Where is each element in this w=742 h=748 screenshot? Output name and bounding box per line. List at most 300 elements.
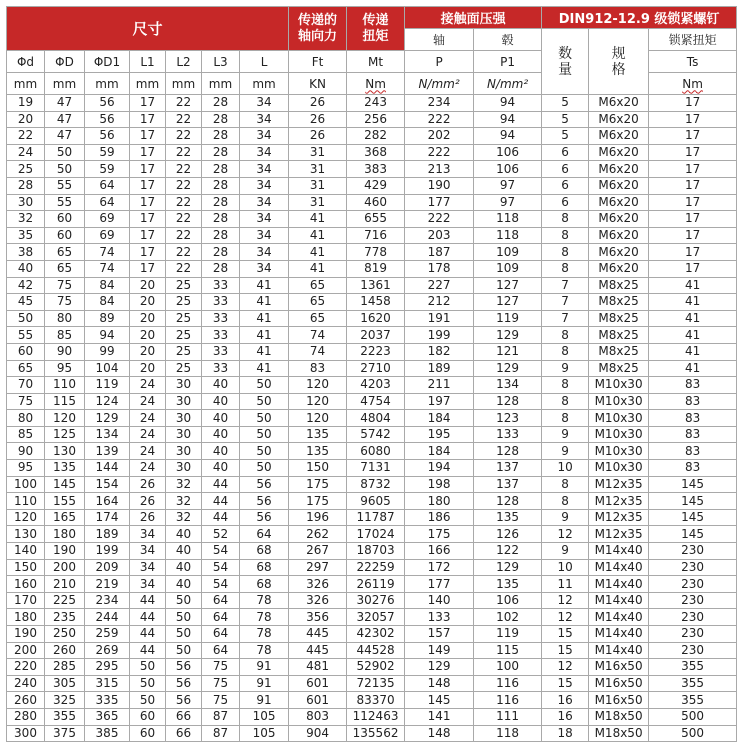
table-cell: 50: [166, 592, 202, 609]
table-cell: 25: [7, 161, 45, 178]
table-cell: 129: [85, 410, 130, 427]
table-cell: 30: [166, 426, 202, 443]
table-cell: 429: [347, 177, 405, 194]
table-cell: 54: [202, 543, 240, 560]
table-cell: 1620: [347, 310, 405, 327]
table-row: [7, 476, 737, 493]
table-cell: 356: [289, 609, 347, 626]
table-cell: 180: [7, 609, 45, 626]
table-cell: 7: [542, 310, 589, 327]
table-cell: 16: [542, 708, 589, 725]
table-cell: 31: [289, 161, 347, 178]
table-cell: 100: [7, 476, 45, 493]
table-cell: 145: [649, 493, 737, 510]
table-cell: 41: [649, 327, 737, 344]
table-cell: 64: [85, 177, 130, 194]
table-cell: 83: [289, 360, 347, 377]
table-cell: M10x30: [589, 460, 649, 477]
table-cell: 326: [289, 592, 347, 609]
table-cell: 19: [7, 95, 45, 112]
table-cell: 56: [85, 128, 130, 145]
table-cell: 904: [289, 725, 347, 742]
table-cell: 56: [166, 659, 202, 676]
table-cell: 150: [289, 460, 347, 477]
table-cell: 112463: [347, 708, 405, 725]
hub-header: 毂: [474, 29, 542, 51]
table-cell: 129: [474, 559, 542, 576]
table-cell: 44528: [347, 642, 405, 659]
table-cell: 9: [542, 509, 589, 526]
table-row: [7, 244, 737, 261]
table-cell: M14x40: [589, 543, 649, 560]
table-cell: 260: [7, 692, 45, 709]
table-cell: 50: [240, 393, 289, 410]
table-cell: 20: [130, 343, 166, 360]
table-cell: M14x40: [589, 626, 649, 643]
table-cell: 211: [405, 377, 474, 394]
table-cell: 34: [240, 128, 289, 145]
table-cell: 134: [474, 377, 542, 394]
table-cell: 127: [474, 277, 542, 294]
table-cell: 126: [474, 526, 542, 543]
table-cell: M8x25: [589, 360, 649, 377]
table-cell: 22: [166, 144, 202, 161]
table-cell: 141: [405, 708, 474, 725]
table-cell: 198: [405, 476, 474, 493]
table-cell: 31: [289, 144, 347, 161]
table-cell: 80: [7, 410, 45, 427]
table-cell: 17: [649, 227, 737, 244]
table-cell: 135: [45, 460, 85, 477]
table-cell: 199: [85, 543, 130, 560]
table-cell: 135562: [347, 725, 405, 742]
table-cell: 17: [649, 111, 737, 128]
table-cell: 90: [45, 343, 85, 360]
table-cell: 41: [240, 277, 289, 294]
table-cell: 50: [166, 642, 202, 659]
table-row: [7, 377, 737, 394]
table-cell: 25: [166, 327, 202, 344]
table-cell: 28: [202, 194, 240, 211]
table-cell: 8: [542, 227, 589, 244]
table-cell: 190: [7, 626, 45, 643]
table-cell: 110: [45, 377, 85, 394]
table-cell: 235: [45, 609, 85, 626]
table-cell: 20: [130, 310, 166, 327]
table-cell: 90: [7, 443, 45, 460]
table-cell: 50: [240, 426, 289, 443]
table-cell: 78: [240, 592, 289, 609]
table-cell: 8: [542, 327, 589, 344]
table-cell: 78: [240, 609, 289, 626]
table-cell: 259: [85, 626, 130, 643]
table-cell: 219: [85, 576, 130, 593]
table-row: [7, 310, 737, 327]
table-cell: 28: [202, 227, 240, 244]
table-cell: 17: [130, 128, 166, 145]
lock-torque-header: 锁紧扭矩: [649, 29, 737, 51]
table-cell: 50: [45, 144, 85, 161]
table-cell: M10x30: [589, 443, 649, 460]
table-cell: 97: [474, 177, 542, 194]
table-cell: 189: [405, 360, 474, 377]
spec-table-container: [6, 6, 737, 742]
table-cell: 182: [405, 343, 474, 360]
table-cell: 383: [347, 161, 405, 178]
table-cell: 69: [85, 227, 130, 244]
table-cell: 47: [45, 128, 85, 145]
table-cell: 44: [130, 609, 166, 626]
table-cell: 41: [649, 277, 737, 294]
table-row: [7, 144, 737, 161]
table-cell: 55: [45, 177, 85, 194]
table-cell: 115: [45, 393, 85, 410]
table-cell: M10x30: [589, 410, 649, 427]
table-cell: 16: [542, 692, 589, 709]
table-cell: 116: [474, 675, 542, 692]
table-cell: 601: [289, 692, 347, 709]
table-cell: 34: [240, 111, 289, 128]
table-cell: 34: [240, 227, 289, 244]
table-cell: 32: [166, 509, 202, 526]
table-cell: 11: [542, 576, 589, 593]
table-cell: 65: [289, 310, 347, 327]
table-cell: 40: [202, 410, 240, 427]
table-cell: 28: [202, 128, 240, 145]
table-cell: 190: [45, 543, 85, 560]
table-cell: 716: [347, 227, 405, 244]
table-row: [7, 692, 737, 709]
table-cell: 128: [474, 493, 542, 510]
table-cell: 655: [347, 211, 405, 228]
table-cell: 144: [85, 460, 130, 477]
table-cell: 68: [240, 576, 289, 593]
table-cell: 95: [45, 360, 85, 377]
table-cell: 22: [166, 161, 202, 178]
table-cell: 106: [474, 161, 542, 178]
table-cell: 137: [474, 476, 542, 493]
table-cell: 50: [130, 692, 166, 709]
table-cell: 102: [474, 609, 542, 626]
table-cell: 129: [474, 327, 542, 344]
table-cell: 122: [474, 543, 542, 560]
table-cell: 9: [542, 360, 589, 377]
table-cell: 180: [405, 493, 474, 510]
table-cell: 22259: [347, 559, 405, 576]
table-cell: 28: [202, 161, 240, 178]
symbol-d: Φd: [7, 51, 45, 73]
table-cell: 75: [202, 692, 240, 709]
table-cell: 222: [405, 211, 474, 228]
table-cell: 34: [240, 194, 289, 211]
table-cell: 190: [405, 177, 474, 194]
table-cell: 157: [405, 626, 474, 643]
table-cell: 40: [202, 393, 240, 410]
table-cell: 94: [85, 327, 130, 344]
table-cell: M8x25: [589, 277, 649, 294]
table-cell: 149: [405, 642, 474, 659]
table-cell: 15: [542, 626, 589, 643]
table-cell: 170: [7, 592, 45, 609]
table-cell: 91: [240, 659, 289, 676]
table-row: [7, 443, 737, 460]
table-cell: 191: [405, 310, 474, 327]
table-cell: 129: [474, 360, 542, 377]
table-cell: 150: [7, 559, 45, 576]
table-cell: 94: [474, 95, 542, 112]
table-cell: 9: [542, 543, 589, 560]
table-row: [7, 559, 737, 576]
table-row: [7, 509, 737, 526]
table-cell: 17: [649, 194, 737, 211]
table-cell: 177: [405, 194, 474, 211]
symbol-Ft: Ft: [289, 51, 347, 73]
table-cell: 17: [130, 227, 166, 244]
table-cell: 83: [649, 410, 737, 427]
table-cell: M8x25: [589, 343, 649, 360]
table-cell: 32: [166, 493, 202, 510]
table-cell: 140: [7, 543, 45, 560]
table-cell: 38: [7, 244, 45, 261]
table-cell: 305: [45, 675, 85, 692]
table-cell: M10x30: [589, 393, 649, 410]
table-cell: 28: [202, 177, 240, 194]
table-cell: M14x40: [589, 609, 649, 626]
unit-Ft: KN: [289, 73, 347, 95]
table-cell: M14x40: [589, 642, 649, 659]
table-cell: 42302: [347, 626, 405, 643]
table-cell: 28: [7, 177, 45, 194]
table-cell: 65: [7, 360, 45, 377]
table-cell: 100: [474, 659, 542, 676]
table-cell: 83: [649, 377, 737, 394]
table-cell: 368: [347, 144, 405, 161]
table-cell: 26: [130, 509, 166, 526]
table-cell: 26: [289, 128, 347, 145]
table-cell: 41: [289, 211, 347, 228]
coupling-spec-table: [6, 6, 737, 742]
table-cell: 2710: [347, 360, 405, 377]
table-cell: 69: [85, 211, 130, 228]
table-cell: 44: [202, 509, 240, 526]
symbol-P1: P1: [474, 51, 542, 73]
table-row: [7, 277, 737, 294]
table-cell: 50: [130, 675, 166, 692]
table-cell: 335: [85, 692, 130, 709]
table-cell: 17: [130, 161, 166, 178]
table-cell: 44: [130, 592, 166, 609]
table-row: [7, 675, 737, 692]
table-cell: 56: [240, 493, 289, 510]
table-cell: 24: [130, 426, 166, 443]
table-cell: 55: [7, 327, 45, 344]
table-cell: 17: [130, 211, 166, 228]
unit-L1: mm: [130, 73, 166, 95]
table-cell: 5: [542, 128, 589, 145]
table-cell: 12: [542, 592, 589, 609]
table-cell: 84: [85, 294, 130, 311]
table-cell: 24: [130, 460, 166, 477]
table-cell: 199: [405, 327, 474, 344]
table-cell: 212: [405, 294, 474, 311]
table-row: [7, 111, 737, 128]
table-cell: 7: [542, 294, 589, 311]
table-cell: 200: [45, 559, 85, 576]
table-cell: 145: [405, 692, 474, 709]
table-cell: 17: [649, 144, 737, 161]
shaft-header: 轴: [405, 29, 474, 51]
table-cell: 5742: [347, 426, 405, 443]
table-cell: 234: [405, 95, 474, 112]
table-cell: 17024: [347, 526, 405, 543]
table-cell: M6x20: [589, 144, 649, 161]
symbol-Mt: Mt: [347, 51, 405, 73]
table-cell: 41: [289, 244, 347, 261]
quantity-header: 数 量: [542, 29, 589, 95]
table-cell: M12x35: [589, 509, 649, 526]
table-row: [7, 260, 737, 277]
table-cell: 109: [474, 244, 542, 261]
table-cell: 285: [45, 659, 85, 676]
table-cell: 244: [85, 609, 130, 626]
table-cell: 140: [405, 592, 474, 609]
table-cell: 17: [130, 111, 166, 128]
table-cell: 445: [289, 626, 347, 643]
table-cell: 4754: [347, 393, 405, 410]
table-cell: M6x20: [589, 227, 649, 244]
table-cell: M18x50: [589, 708, 649, 725]
table-cell: 47: [45, 95, 85, 112]
table-cell: 40: [166, 576, 202, 593]
table-cell: 165: [45, 509, 85, 526]
table-cell: 44: [202, 493, 240, 510]
table-cell: 17: [649, 177, 737, 194]
table-cell: 64: [85, 194, 130, 211]
table-cell: 125: [45, 426, 85, 443]
table-cell: 180: [45, 526, 85, 543]
table-cell: 202: [405, 128, 474, 145]
table-cell: 40: [7, 260, 45, 277]
table-cell: 60: [7, 343, 45, 360]
table-cell: 56: [240, 509, 289, 526]
table-cell: 34: [240, 244, 289, 261]
table-cell: 40: [166, 543, 202, 560]
table-cell: 64: [202, 626, 240, 643]
table-cell: 9: [542, 443, 589, 460]
table-cell: 50: [240, 377, 289, 394]
table-cell: M14x40: [589, 559, 649, 576]
table-cell: 119: [85, 377, 130, 394]
table-cell: 230: [649, 609, 737, 626]
table-cell: 44: [130, 626, 166, 643]
table-cell: 42: [7, 277, 45, 294]
table-cell: 225: [45, 592, 85, 609]
table-cell: 24: [130, 393, 166, 410]
table-cell: 35: [7, 227, 45, 244]
table-cell: 17: [649, 161, 737, 178]
table-body: [7, 95, 737, 742]
table-row: [7, 360, 737, 377]
table-cell: 8: [542, 211, 589, 228]
table-cell: 115: [474, 642, 542, 659]
table-row: [7, 194, 737, 211]
table-cell: 40: [202, 443, 240, 460]
table-cell: 44: [130, 642, 166, 659]
table-cell: 6: [542, 144, 589, 161]
table-cell: 34: [130, 576, 166, 593]
table-cell: 230: [649, 592, 737, 609]
table-cell: 17: [130, 95, 166, 112]
table-cell: 500: [649, 708, 737, 725]
table-cell: 135: [474, 576, 542, 593]
table-cell: 145: [45, 476, 85, 493]
table-cell: 819: [347, 260, 405, 277]
table-cell: 56: [240, 476, 289, 493]
table-cell: 30: [166, 443, 202, 460]
table-cell: 41: [289, 260, 347, 277]
table-cell: 41: [240, 343, 289, 360]
table-cell: 8: [542, 244, 589, 261]
table-cell: 203: [405, 227, 474, 244]
table-cell: 230: [649, 543, 737, 560]
table-cell: 184: [405, 443, 474, 460]
table-cell: 135: [289, 426, 347, 443]
table-cell: 34: [240, 211, 289, 228]
table-cell: 56: [85, 111, 130, 128]
table-cell: 4203: [347, 377, 405, 394]
table-cell: 64: [202, 609, 240, 626]
table-cell: 222: [405, 111, 474, 128]
table-cell: 34: [240, 177, 289, 194]
table-cell: 220: [7, 659, 45, 676]
table-cell: 34: [130, 543, 166, 560]
table-cell: 25: [166, 310, 202, 327]
table-cell: 230: [649, 642, 737, 659]
table-cell: 91: [240, 692, 289, 709]
table-cell: 25: [166, 343, 202, 360]
table-cell: 60: [130, 708, 166, 725]
table-cell: 22: [166, 128, 202, 145]
table-row: [7, 725, 737, 742]
table-cell: 210: [45, 576, 85, 593]
table-cell: 120: [45, 410, 85, 427]
table-cell: 355: [45, 708, 85, 725]
table-row: [7, 642, 737, 659]
table-cell: 41: [649, 294, 737, 311]
table-cell: 17: [649, 211, 737, 228]
table-cell: 50: [240, 410, 289, 427]
symbol-L1: L1: [130, 51, 166, 73]
symbol-Ts: Ts: [649, 51, 737, 73]
table-cell: 28: [202, 244, 240, 261]
table-cell: 135: [474, 509, 542, 526]
table-cell: M12x35: [589, 476, 649, 493]
table-cell: 105: [240, 708, 289, 725]
table-cell: 195: [405, 426, 474, 443]
table-cell: 28: [202, 111, 240, 128]
table-cell: 778: [347, 244, 405, 261]
table-row: [7, 343, 737, 360]
table-cell: 135: [289, 443, 347, 460]
table-cell: 137: [474, 460, 542, 477]
table-cell: 83: [649, 393, 737, 410]
table-cell: 601: [289, 675, 347, 692]
table-cell: 256: [347, 111, 405, 128]
table-cell: 34: [240, 260, 289, 277]
table-cell: 133: [474, 426, 542, 443]
table-cell: 460: [347, 194, 405, 211]
table-cell: 178: [405, 260, 474, 277]
